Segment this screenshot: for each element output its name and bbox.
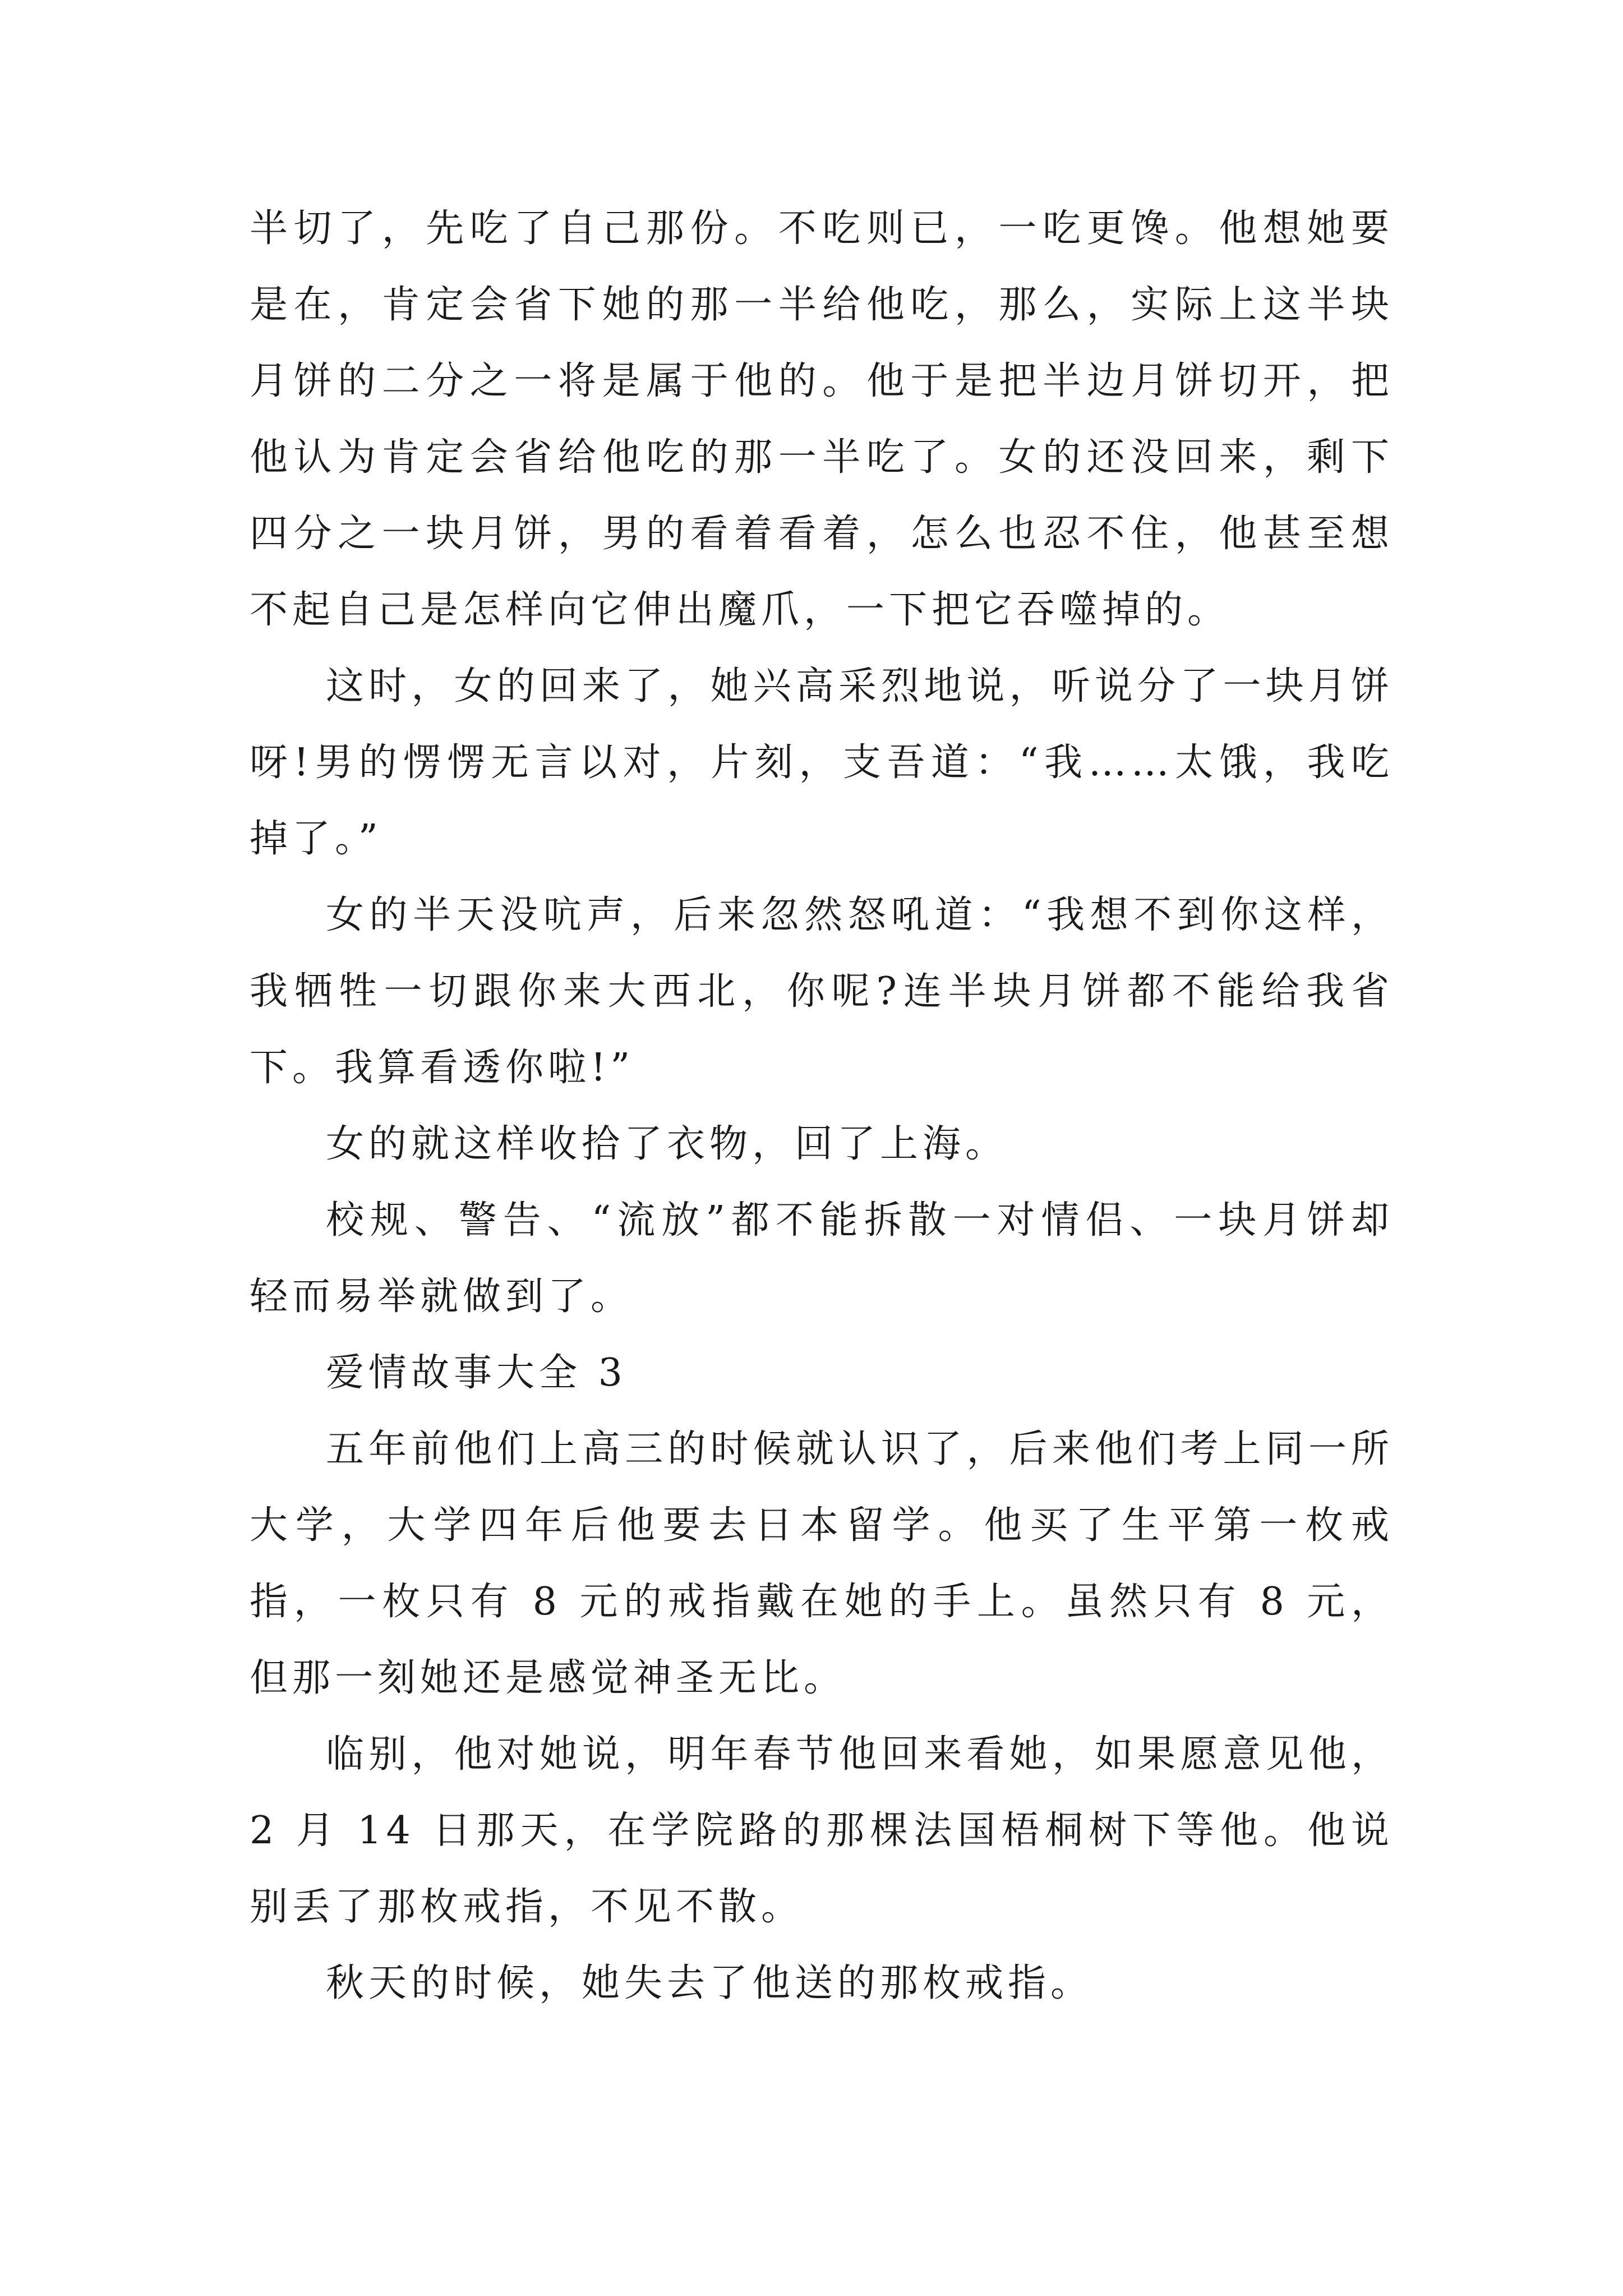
paragraph-continued: 半切了，先吃了自己那份。不吃则已，一吃更馋。他想她要是在，肯定会省下她的那一半给他吃，那么，实际上这半块月饼的二分之一将是属于他的。他于是把半边月饼切开，把他认为肯定会省给他吃的那一半吃了。女的还没回来，剩下四分之一块月饼，男的看着看着，怎么也忍不住，他甚至想不起自己是怎样向它伸出魔爪，一下把它吞噬掉的。 <box>250 206 1394 632</box>
paragraph: 秋天的时候，她失去了他送的那枚戒指。 <box>326 1961 1094 2005</box>
paragraph: 女的就这样收拾了衣物，回了上海。 <box>326 1122 1008 1166</box>
section-heading: 爱情故事大全 3 <box>326 1351 627 1395</box>
paragraph: 女的半天没吭声，后来忽然怒吼道：“我想不到你这样，我牺牲一切跟你来大西北，你呢?连半块月饼都不能给我省下。我算看透你啦!” <box>250 893 1394 1090</box>
paragraph: 校规、警告、“流放”都不能拆散一对情侣、一块月饼却轻而易举就做到了。 <box>250 1198 1394 1319</box>
paragraph: 五年前他们上高三的时候就认识了，后来他们考上同一所大学，大学四年后他要去日本留学。他买了生平第一枚戒指，一枚只有 8 元的戒指戴在她的手上。虽然只有 8 元，但那一刻她还是感觉神圣无比。 <box>250 1427 1394 1700</box>
paragraph: 这时，女的回来了，她兴高采烈地说，听说分了一块月饼呀!男的愣愣无言以对，片刻，支吾道：“我……太饿，我吃掉了。” <box>250 664 1394 861</box>
document-body <box>250 191 1394 2022</box>
paragraph: 临别，他对她说，明年春节他回来看她，如果愿意见他，2 月 14 日那天，在学院路的那棵法国梧桐树下等他。他说别丢了那枚戒指，不见不散。 <box>250 1732 1394 1929</box>
